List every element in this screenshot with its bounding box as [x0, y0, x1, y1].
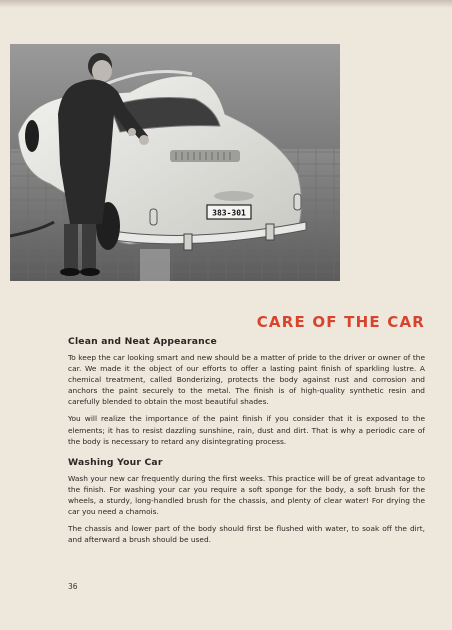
paragraph: To keep the car looking smart and new should be a matter of pride to the driver or owner of the car. We made it the object of our efforts to offer a lasting paint finish of sparkling lustre. A chemical treatment, called Bonderizing, protects the body against rust and corrosion and anchors the paint securely to the metal. The finish is of high-quality synthetic resin and carefully blended to obtain the most beautiful shades. [68, 353, 425, 407]
article-body [68, 336, 425, 551]
car-photo [10, 44, 340, 281]
heading-washing-your-car: Washing Your Car [68, 456, 163, 468]
section-title: CARE OF THE CAR [256, 313, 425, 331]
page-edge-shadow [0, 0, 452, 8]
paragraph: The chassis and lower part of the body should first be flushed with water, to soak off the dirt, and afterward a brush should be used. [68, 524, 425, 545]
page-number: 36 [68, 582, 78, 591]
license-plate-text: 383-301 [212, 208, 246, 218]
paragraph: Wash your new car frequently during the first weeks. This practice will be of great advantage to the finish. For washing your car you require a soft sponge for the body, a soft brush for the wheels, a sturdy, long-handled brush for the chassis, and plenty of clear water! For drying the car you need a chamois. [68, 473, 425, 517]
heading-clean-appearance: Clean and Neat Appearance [68, 336, 217, 347]
paragraph: You will realize the importance of the paint finish if you consider that it is exposed to the elements; it has to resist dazzling sunshine, rain, dust and dirt. That is why a periodic care of the body is necessary to retard any disintegrating process. [68, 414, 425, 446]
